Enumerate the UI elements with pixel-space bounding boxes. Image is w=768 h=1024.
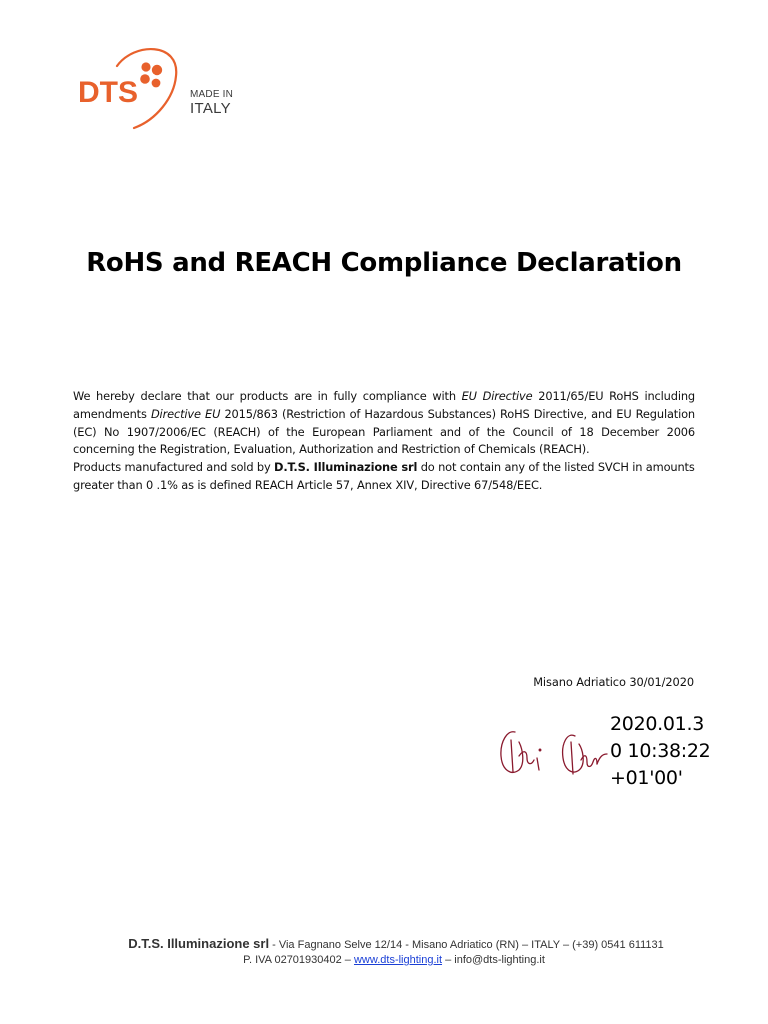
place-and-date: Misano Adriatico 30/01/2020: [533, 675, 694, 689]
document-title: RoHS and REACH Compliance Declaration: [86, 248, 682, 278]
digital-signature-timestamp: [610, 711, 710, 792]
footer-vat: P. IVA 02701930402 –: [243, 954, 354, 966]
footer-address: - Via Fagnano Selve 12/14 - Misano Adriatico (RN) – ITALY – (+39) 0541 611131: [269, 939, 664, 951]
timestamp-line: 0 10:38:22: [610, 740, 711, 762]
logo-dot: [140, 74, 150, 84]
timestamp-line: 2020.01.3: [610, 713, 704, 735]
text-run: We hereby declare that our products are in fully compliance with: [73, 389, 462, 403]
directive-name: EU Directive: [461, 389, 533, 403]
footer-email: – info@dts-lighting.it: [442, 954, 545, 966]
page-footer: [0, 936, 768, 967]
timestamp-line: +01'00': [610, 767, 683, 789]
dts-logo: [72, 46, 242, 130]
text-run: Products manufactured and sold by: [73, 460, 275, 475]
handwritten-signature: [497, 720, 609, 782]
italy-label: ITALY: [190, 100, 231, 117]
text-run: 2015/863 (Restriction of Hazardous Substances) RoHS Directive, and EU Regulation (EC) No 1907/2006/EC (REACH) of the European Parliament and of the Council of 18 December 2006 concerning the Registration, Evaluation, Authorization and Restriction of Chemicals (REACH).: [73, 406, 696, 457]
made-in-label: MADE IN: [190, 89, 234, 100]
logo-dot: [152, 79, 161, 88]
logo-dot: [152, 65, 162, 75]
made-in-italy-mark: [190, 90, 233, 116]
text-run: 2011/65/EU RoHS including amendments: [73, 389, 695, 421]
logo-wordmark: DTS: [78, 76, 138, 109]
footer-address-line: [0, 936, 768, 953]
footer-contact-line: [0, 953, 768, 967]
directive-name: Directive EU: [150, 406, 221, 421]
declaration-body: [73, 388, 695, 495]
logo-dot: [141, 62, 150, 71]
footer-company-name: D.T.S. Illuminazione srl: [128, 936, 270, 951]
declaration-paragraph: [73, 388, 695, 459]
text-run: do not contain any of the listed SVCH in amounts greater than 0 .1% as is defined REACH Article 57, Annex XIV, Directive 67/548/EEC.: [73, 460, 695, 492]
website-link[interactable]: www.dts-lighting.it: [353, 954, 443, 966]
products-paragraph: [73, 459, 695, 495]
company-name: D.T.S. Illuminazione srl: [274, 460, 418, 475]
